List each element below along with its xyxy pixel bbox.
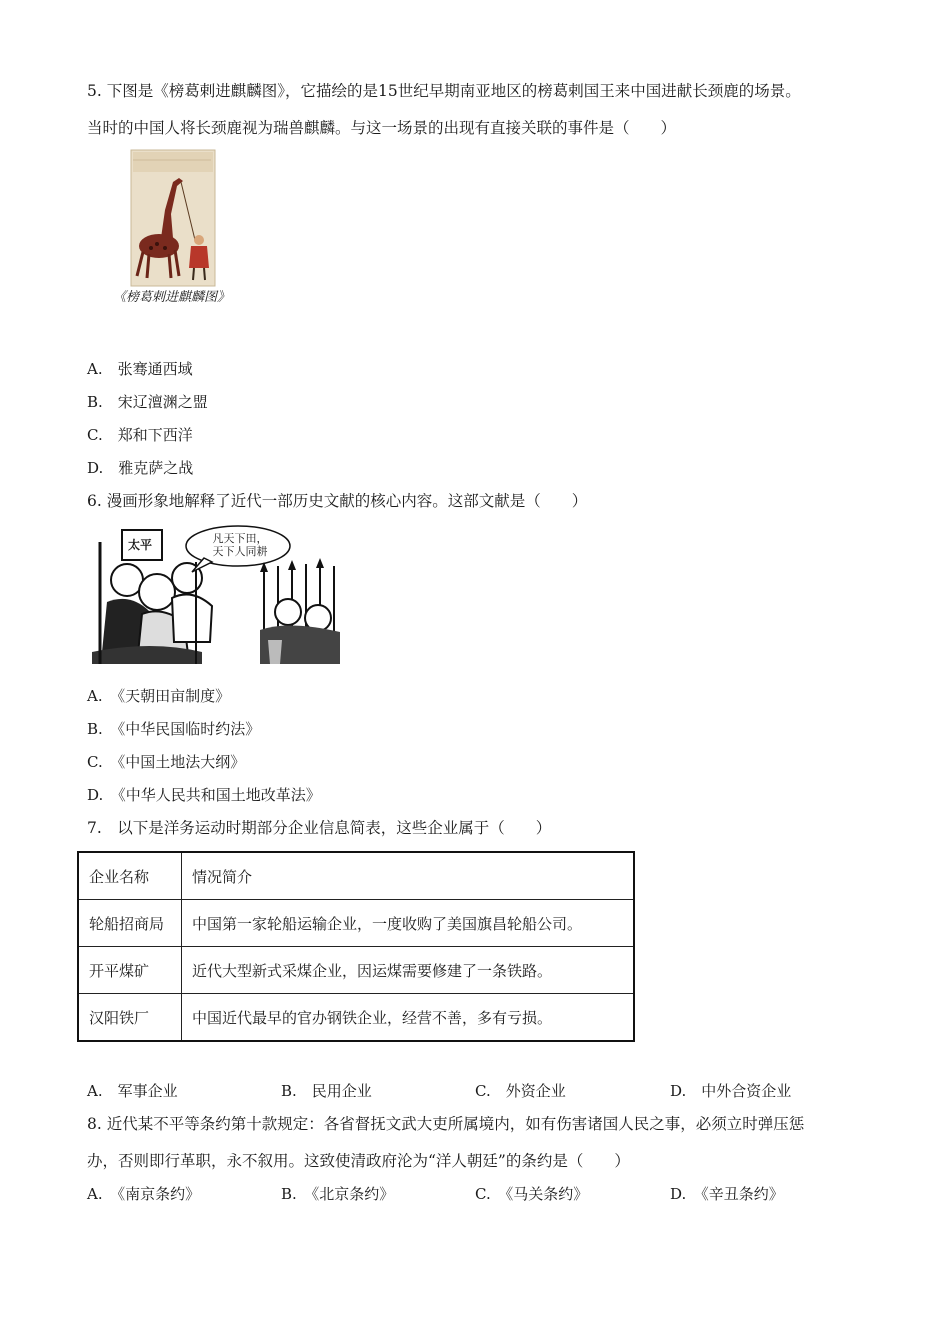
q5-stem-line1: 5. 下图是《榜葛剌进麒麟图》，它描绘的是15世纪早期南亚地区的榜葛剌国王来中国进献长颈鹿的场景。 — [87, 82, 801, 100]
q7-option-d[interactable]: D. 中外合资企业 — [670, 1082, 792, 1100]
cartoon-speech-line2: 天下人同耕 — [212, 545, 268, 558]
q8-option-c[interactable]: C. 《马关条约》 — [475, 1185, 589, 1203]
enterprise-info-table — [77, 851, 635, 1042]
q7-option-a[interactable]: A. 军事企业 — [87, 1082, 178, 1100]
q7-option-b[interactable]: B. 民用企业 — [281, 1082, 372, 1100]
table-cell-name: 汉阳铁厂 — [78, 994, 182, 1042]
q8-option-b[interactable]: B. 《北京条约》 — [281, 1185, 395, 1203]
q5-option-d[interactable]: D. 雅克萨之战 — [87, 459, 194, 477]
q8-stem-line2: 办，否则即行革职，永不叙用。这致使清政府沦为“洋人朝廷”的条约是（ ） — [87, 1152, 630, 1170]
cartoon-banner-text: 太平 — [128, 538, 153, 552]
table-cell-intro: 中国第一家轮船运输企业，一度收购了美国旗昌轮船公司。 — [182, 900, 635, 947]
q8-option-a[interactable]: A. 《南京条约》 — [87, 1185, 201, 1203]
q5-stem-line2: 当时的中国人将长颈鹿视为瑞兽麒麟。与这一场景的出现有直接关联的事件是（ ） — [87, 119, 677, 137]
table-cell-name: 开平煤矿 — [78, 947, 182, 994]
q5-figure-caption: 《榜葛剌进麒麟图》 — [112, 290, 230, 305]
giraffe-painting-image — [99, 148, 244, 308]
cartoon-speech-text — [204, 532, 276, 558]
table-header-row — [78, 852, 634, 900]
q5-option-a[interactable]: A. 张骞通西域 — [87, 360, 193, 378]
q6-cartoon-figure — [92, 522, 340, 664]
cartoon-speech-line1: 凡天下田， — [212, 532, 268, 545]
q7-option-c[interactable]: C. 外资企业 — [475, 1082, 566, 1100]
table-row — [78, 947, 634, 994]
table-cell-intro: 中国近代最早的官办钢铁企业，经营不善，多有亏损。 — [182, 994, 635, 1042]
q8-stem-line1: 8. 近代某不平等条约第十款规定：各省督抚文武大吏所属境内，如有伤害诸国人民之事，必须立时弹压惩 — [87, 1115, 805, 1133]
q6-stem: 6. 漫画形象地解释了近代一部历史文献的核心内容。这部文献是（ ） — [87, 492, 588, 510]
q5-painting-figure — [99, 148, 244, 308]
q5-option-b[interactable]: B. 宋辽澶渊之盟 — [87, 393, 208, 411]
table-cell-name: 轮船招商局 — [78, 900, 182, 947]
q7-stem: 7. 以下是洋务运动时期部分企业信息简表，这些企业属于（ ） — [87, 819, 552, 837]
table-header-intro: 情况简介 — [182, 852, 635, 900]
table-header-name: 企业名称 — [78, 852, 182, 900]
q6-option-a[interactable]: A. 《天朝田亩制度》 — [87, 687, 231, 705]
table-cell-intro: 近代大型新式采煤企业，因运煤需要修建了一条铁路。 — [182, 947, 635, 994]
q6-option-b[interactable]: B. 《中华民国临时约法》 — [87, 720, 261, 738]
q6-option-c[interactable]: C. 《中国土地法大纲》 — [87, 753, 246, 771]
q5-option-c[interactable]: C. 郑和下西洋 — [87, 426, 193, 444]
table-row — [78, 900, 634, 947]
q6-option-d[interactable]: D. 《中华人民共和国土地改革法》 — [87, 786, 321, 804]
table-row — [78, 994, 634, 1042]
q8-option-d[interactable]: D. 《辛丑条约》 — [670, 1185, 784, 1203]
